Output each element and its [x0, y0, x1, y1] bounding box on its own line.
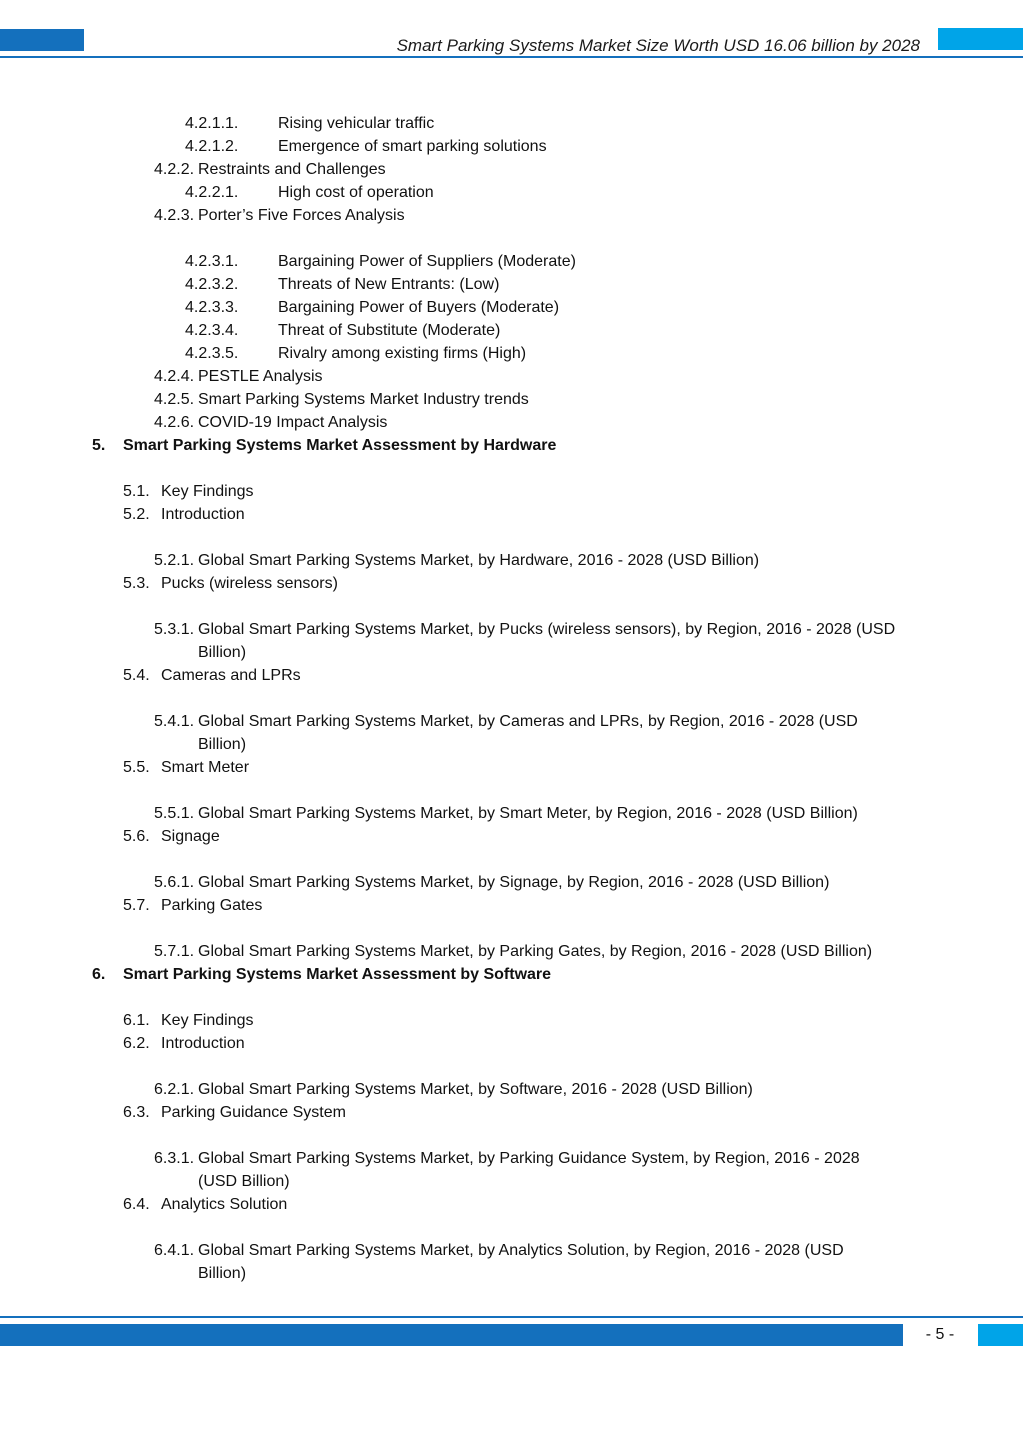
toc-number: 6. — [92, 966, 106, 983]
toc-text: Billion) — [198, 644, 247, 661]
toc-text: (USD Billion) — [198, 1173, 290, 1190]
toc-text: Rising vehicular traffic — [278, 115, 435, 132]
toc-text: Global Smart Parking Systems Market, by Cameras and LPRs, by Region, 2016 - 2028 (USD — [198, 713, 858, 730]
toc-text: Smart Meter — [161, 759, 250, 776]
toc-number: 6.2.1. — [154, 1081, 195, 1098]
toc-number: 6.3.1. — [154, 1150, 195, 1167]
toc-text: Key Findings — [161, 1012, 254, 1029]
toc-text: Global Smart Parking Systems Market, by Analytics Solution, by Region, 2016 - 2028 (USD — [198, 1242, 844, 1259]
toc-text: Introduction — [161, 506, 245, 523]
toc-number: 5.7. — [123, 897, 150, 914]
toc-text: Global Smart Parking Systems Market, by Parking Guidance System, by Region, 2016 - 2028 — [198, 1150, 860, 1167]
toc-number: 4.2.2.1. — [185, 184, 239, 201]
toc-number: 5. — [92, 437, 106, 454]
toc-number: 4.2.5. — [154, 391, 195, 408]
toc-text: Smart Parking Systems Market Assessment by Software — [123, 966, 552, 983]
toc-number: 4.2.6. — [154, 414, 195, 431]
toc-number: 6.1. — [123, 1012, 150, 1029]
toc-number: 4.2.3.5. — [185, 345, 239, 362]
toc-text: Restraints and Challenges — [198, 161, 386, 178]
page-number: - 5 - — [925, 1326, 955, 1343]
toc-text: Analytics Solution — [161, 1196, 288, 1213]
footer-bar — [0, 1324, 903, 1346]
toc-text: Billion) — [198, 736, 247, 753]
toc-number: 4.2.3.4. — [185, 322, 239, 339]
toc-number: 4.2.3.3. — [185, 299, 239, 316]
toc-text: Parking Gates — [161, 897, 263, 914]
footer-rule — [0, 1316, 1023, 1318]
header-rule — [0, 56, 1023, 58]
toc-number: 5.1. — [123, 483, 150, 500]
toc-text: Emergence of smart parking solutions — [278, 138, 547, 155]
toc-number: 6.4. — [123, 1196, 150, 1213]
toc-number: 4.2.3.2. — [185, 276, 239, 293]
toc-text: Threats of New Entrants: (Low) — [278, 276, 500, 293]
toc-number: 4.2.1.1. — [185, 115, 239, 132]
toc-text: Introduction — [161, 1035, 245, 1052]
toc-number: 5.2. — [123, 506, 150, 523]
toc-text: Cameras and LPRs — [161, 667, 301, 684]
toc-number: 5.7.1. — [154, 943, 195, 960]
toc-number: 5.3.1. — [154, 621, 195, 638]
toc-number: 6.2. — [123, 1035, 150, 1052]
toc-text: Pucks (wireless sensors) — [161, 575, 338, 592]
toc-text: Bargaining Power of Buyers (Moderate) — [278, 299, 560, 316]
toc-text: Global Smart Parking Systems Market, by Signage, by Region, 2016 - 2028 (USD Billion) — [198, 874, 830, 891]
header-accent-right — [938, 28, 1023, 50]
toc-text: Bargaining Power of Suppliers (Moderate) — [278, 253, 576, 270]
toc-text: Porter’s Five Forces Analysis — [198, 207, 405, 224]
toc-text: Global Smart Parking Systems Market, by Smart Meter, by Region, 2016 - 2028 (USD Billion) — [198, 805, 858, 822]
toc-text: Billion) — [198, 1265, 247, 1282]
toc-text: PESTLE Analysis — [198, 368, 323, 385]
toc-number: 4.2.1.2. — [185, 138, 239, 155]
header-title: Smart Parking Systems Market Size Worth USD 16.06 billion by 2028 — [396, 36, 920, 55]
toc-number: 5.4. — [123, 667, 150, 684]
toc-text: Threat of Substitute (Moderate) — [278, 322, 501, 339]
toc-number: 5.5. — [123, 759, 150, 776]
toc-text: COVID-19 Impact Analysis — [198, 414, 388, 431]
toc-number: 4.2.3.1. — [185, 253, 239, 270]
toc-number: 4.2.2. — [154, 161, 195, 178]
toc-text: Global Smart Parking Systems Market, by Software, 2016 - 2028 (USD Billion) — [198, 1081, 753, 1098]
toc-text: Global Smart Parking Systems Market, by Pucks (wireless sensors), by Region, 2016 - 2028 (USD — [198, 621, 896, 638]
toc-text: Global Smart Parking Systems Market, by Hardware, 2016 - 2028 (USD Billion) — [198, 552, 760, 569]
toc-number: 4.2.3. — [154, 207, 195, 224]
toc-number: 5.6. — [123, 828, 150, 845]
toc-number: 6.3. — [123, 1104, 150, 1121]
toc-number: 5.4.1. — [154, 713, 195, 730]
toc-text: Key Findings — [161, 483, 254, 500]
toc-text: Parking Guidance System — [161, 1104, 346, 1121]
header-accent-left — [0, 29, 84, 51]
toc-text: High cost of operation — [278, 184, 434, 201]
toc-text: Global Smart Parking Systems Market, by Parking Gates, by Region, 2016 - 2028 (USD Billion) — [198, 943, 873, 960]
footer-accent-right — [978, 1324, 1023, 1346]
toc-text: Smart Parking Systems Market Industry trends — [198, 391, 529, 408]
toc-text: Signage — [161, 828, 220, 845]
toc-number: 5.3. — [123, 575, 150, 592]
toc-number: 5.5.1. — [154, 805, 195, 822]
toc-text: Smart Parking Systems Market Assessment by Hardware — [123, 437, 557, 454]
toc-text: Rivalry among existing firms (High) — [278, 345, 527, 362]
toc-number: 5.2.1. — [154, 552, 195, 569]
toc-number: 5.6.1. — [154, 874, 195, 891]
toc-number: 6.4.1. — [154, 1242, 195, 1259]
toc-number: 4.2.4. — [154, 368, 195, 385]
